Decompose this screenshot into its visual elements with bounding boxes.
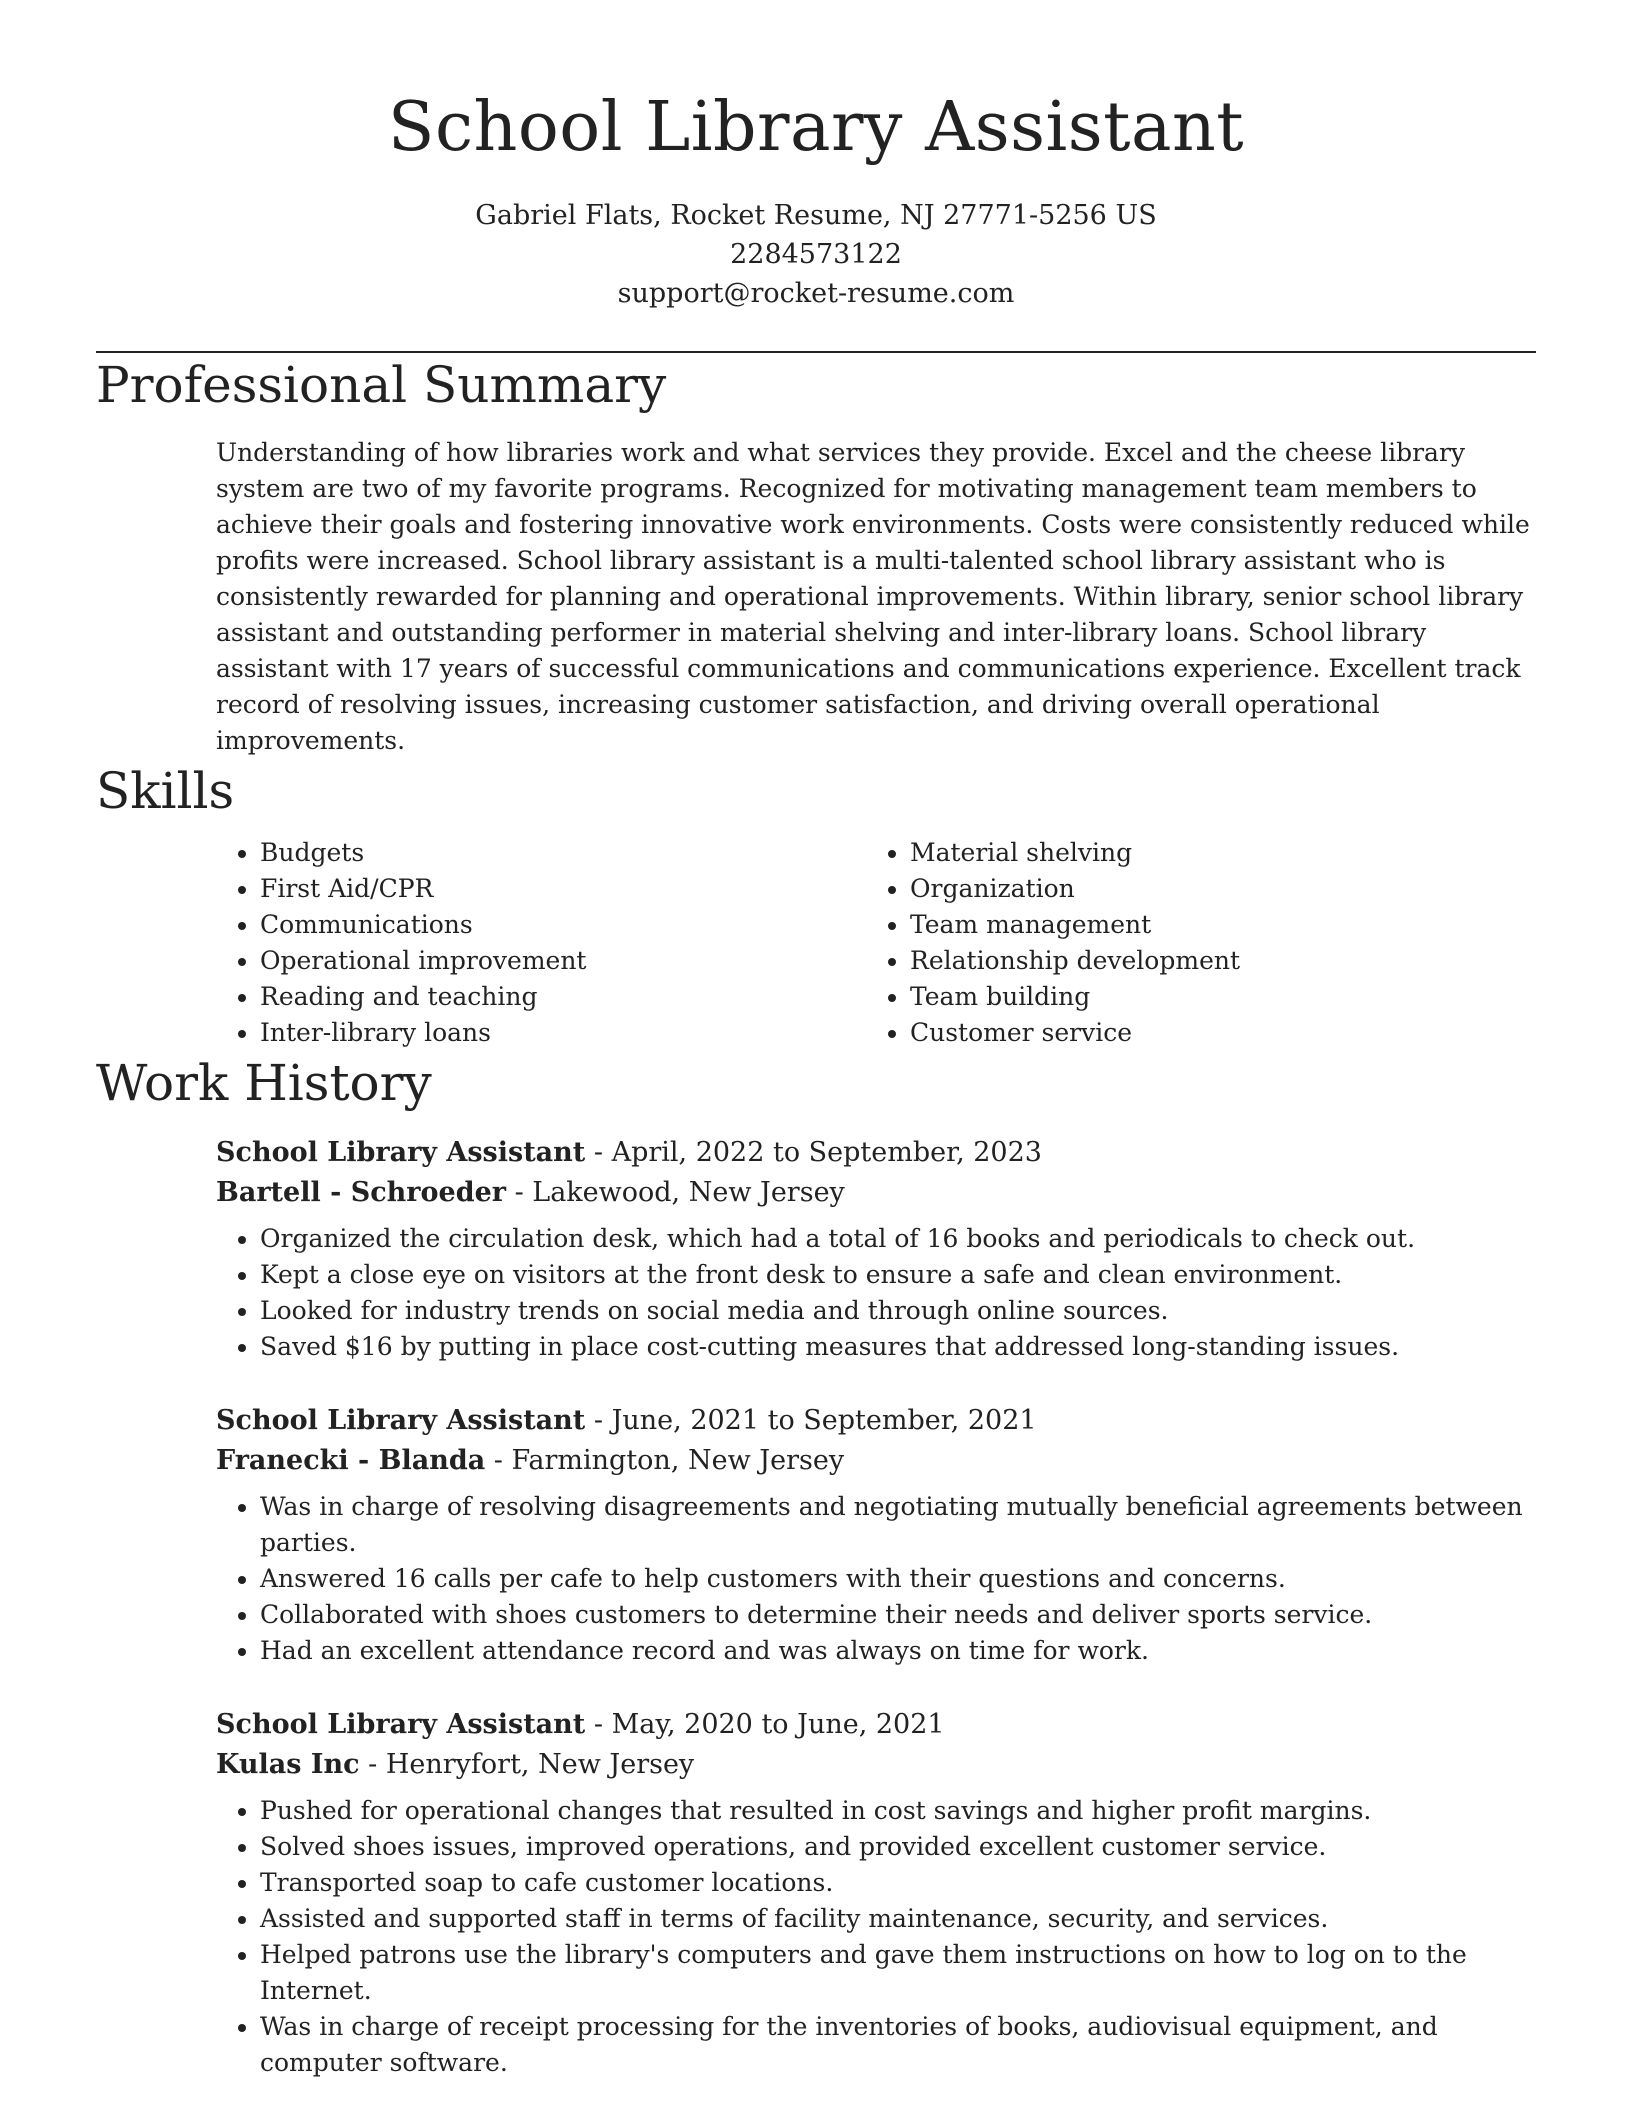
- contact-info: [96, 196, 1536, 313]
- job-entry: [216, 1401, 1536, 1669]
- resume-title: School Library Assistant: [387, 88, 1245, 167]
- phone: 2284573122: [730, 239, 902, 270]
- skill-item: • Budgets: [260, 835, 866, 871]
- job-company-line: [216, 1745, 1536, 1785]
- job-company: Kulas Inc: [216, 1749, 360, 1780]
- job-bullet: • Kept a close eye on visitors at the front desk to ensure a safe and clean environment.: [260, 1257, 1536, 1293]
- skill-item: • Customer service: [910, 1015, 1516, 1051]
- job-title-line: [216, 1401, 1536, 1441]
- summary-heading: Professional Summary: [96, 356, 667, 414]
- job-dates: - May, 2020 to June, 2021: [585, 1709, 945, 1740]
- skill-item: • First Aid/CPR: [260, 871, 866, 907]
- skill-item: • Inter-library loans: [260, 1015, 866, 1051]
- job-role: School Library Assistant: [216, 1709, 586, 1740]
- job-bullet: • Was in charge of resolving disagreements and negotiating mutually beneficial agreements between parties.: [260, 1489, 1536, 1561]
- job-location: - Henryfort, New Jersey: [359, 1749, 695, 1780]
- resume-page: [96, 0, 1536, 2081]
- job-company-line: [216, 1173, 1536, 1213]
- skill-item: • Relationship development: [910, 943, 1516, 979]
- job-bullets: [216, 1489, 1536, 1669]
- job-role: School Library Assistant: [216, 1405, 586, 1436]
- address: Gabriel Flats, Rocket Resume, NJ 27771-5256 US: [475, 200, 1157, 231]
- job-bullet: • Answered 16 calls per cafe to help customers with their questions and concerns.: [260, 1561, 1536, 1597]
- job-company: Franecki - Blanda: [216, 1445, 486, 1476]
- job-bullet: • Solved shoes issues, improved operations, and provided excellent customer service.: [260, 1829, 1536, 1865]
- skills-list: [216, 835, 1536, 1051]
- skills-column-right: [866, 835, 1516, 1051]
- job-dates: - June, 2021 to September, 2021: [585, 1405, 1037, 1436]
- job-title-line: [216, 1705, 1536, 1745]
- job-company-line: [216, 1441, 1536, 1481]
- skill-item: • Reading and teaching: [260, 979, 866, 1015]
- skill-item: • Team building: [910, 979, 1516, 1015]
- job-bullet: • Assisted and supported staff in terms of facility maintenance, security, and services.: [260, 1901, 1536, 1937]
- skill-item: • Material shelving: [910, 835, 1516, 871]
- job-entry: [216, 1705, 1536, 2081]
- summary-text: Understanding of how libraries work and what services they provide. Excel and the cheese library system are two of my favorite programs. Recognized for motivating management team members to achieve their goals and fostering innovative work environments. Costs were consistently reduced while profits were increased. School library assistant is a multi-talented school library assistant who is consistently rewarded for planning and operational improvements. Within library, senior school library assistant and outstanding performer in material shelving and inter-library loans. School library assistant with 17 years of successful communications and communications experience. Excellent track record of resolving issues, increasing customer satisfaction, and driving overall operational improvements.: [216, 438, 1530, 755]
- job-location: - Farmington, New Jersey: [485, 1445, 845, 1476]
- skills-heading: Skills: [96, 762, 235, 820]
- job-location: - Lakewood, New Jersey: [505, 1177, 845, 1208]
- job-dates: - April, 2022 to September, 2023: [585, 1137, 1042, 1168]
- job-title-line: [216, 1133, 1536, 1173]
- job-bullet: • Saved $16 by putting in place cost-cutting measures that addressed long-standing issues.: [260, 1329, 1536, 1365]
- skill-item: • Organization: [910, 871, 1516, 907]
- job-bullet: • Helped patrons use the library's computers and gave them instructions on how to log on to the Internet.: [260, 1937, 1536, 2009]
- job-bullet: • Collaborated with shoes customers to determine their needs and deliver sports service.: [260, 1597, 1536, 1633]
- job-bullet: • Pushed for operational changes that resulted in cost savings and higher profit margins.: [260, 1793, 1536, 1829]
- skill-item: • Operational improvement: [260, 943, 866, 979]
- job-bullet: • Looked for industry trends on social media and through online sources.: [260, 1293, 1536, 1329]
- resume-header: [96, 0, 1536, 313]
- job-bullets: [216, 1221, 1536, 1365]
- job-bullet: • Was in charge of receipt processing for the inventories of books, audiovisual equipment, and computer software.: [260, 2009, 1536, 2081]
- job-entry: [216, 1133, 1536, 1365]
- job-bullet: • Transported soap to cafe customer locations.: [260, 1865, 1536, 1901]
- job-bullet: • Organized the circulation desk, which had a total of 16 books and periodicals to check out.: [260, 1221, 1536, 1257]
- email: support@rocket-resume.com: [617, 278, 1015, 309]
- skill-item: • Team management: [910, 907, 1516, 943]
- job-bullet: • Had an excellent attendance record and was always on time for work.: [260, 1633, 1536, 1669]
- job-company: Bartell - Schroeder: [216, 1177, 506, 1208]
- skills-column-left: [216, 835, 866, 1051]
- skill-item: • Communications: [260, 907, 866, 943]
- job-bullets: [216, 1793, 1536, 2081]
- job-role: School Library Assistant: [216, 1137, 586, 1168]
- work-history-heading: Work History: [96, 1054, 432, 1112]
